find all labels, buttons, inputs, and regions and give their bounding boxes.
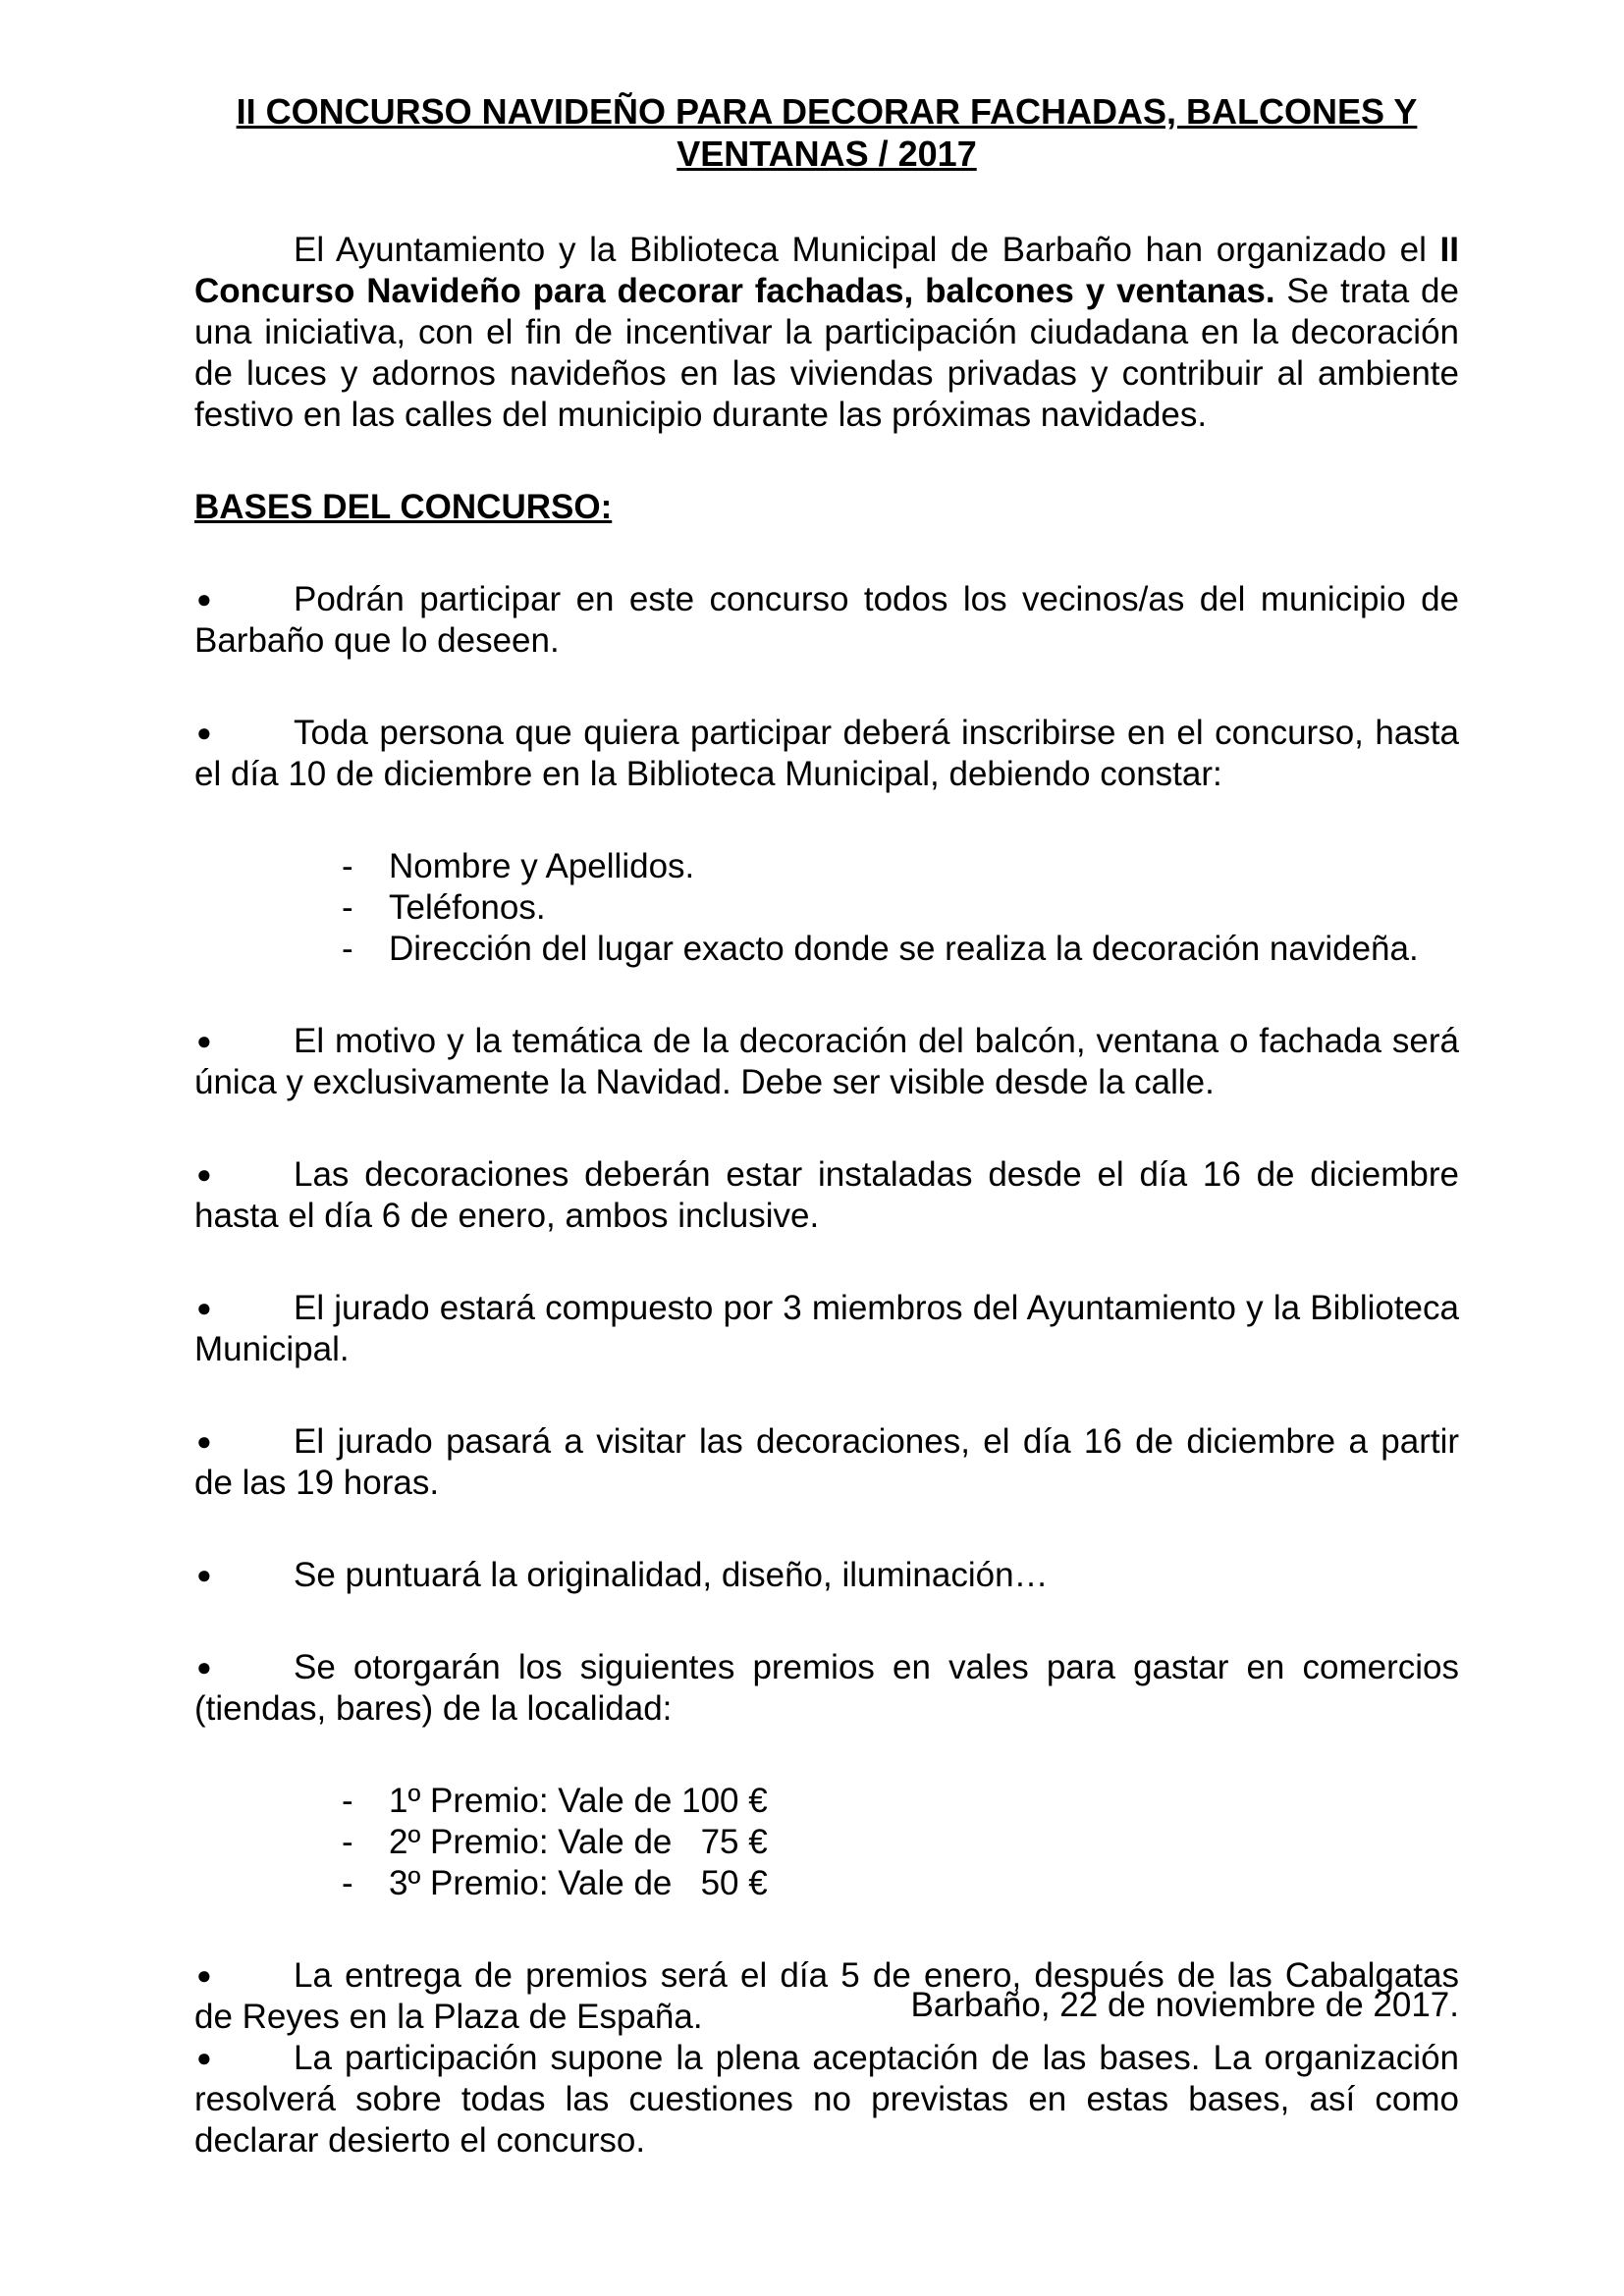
rule-text: Se otorgarán los siguientes premios en vales para gastar en comercios (tiendas, bares) de la localidad: xyxy=(194,1648,1459,1729)
bullet-icon: ● xyxy=(196,584,212,614)
bullet-icon: ● xyxy=(196,1560,212,1590)
rule-text: La participación supone la plena aceptación de las bases. La organización resolverá sobre todas las cuestiones no previstas en estas bases, así como declarar desierto el concurso. xyxy=(194,2039,1459,2161)
intro-text-end: Se trata de una iniciativa, con el fin de incentivar la participación ciudadana en la decoración de luces y adornos navideños en las viviendas privadas y contribuir al ambiente festivo en las calles del municipio durante las próximas navidades. xyxy=(194,272,1459,435)
dash-marker: - xyxy=(342,1782,353,1821)
rule-text: Toda persona que quiera participar deberá inscribirse en el concurso, hasta el día 10 de diciembre en la Biblioteca Municipal, debiendo constar: xyxy=(194,714,1459,794)
rule-text: Podrán participar en este concurso todos los vecinos/as del municipio de Barbaño que lo deseen. xyxy=(194,580,1459,661)
prizes-list xyxy=(194,1781,1459,1904)
intro-paragraph xyxy=(194,230,1459,436)
rule-item xyxy=(194,713,1459,970)
dash-marker: - xyxy=(342,888,353,928)
document-title: II CONCURSO NAVIDEÑO PARA DECORAR FACHADAS, BALCONES Y VENTANAS / 2017 xyxy=(236,91,1418,175)
rule-text: Se puntuará la originalidad, diseño, iluminación… xyxy=(294,1556,1049,1595)
rule-item xyxy=(194,1647,1459,1904)
rule-text: El jurado estará compuesto por 3 miembros del Ayuntamiento y la Biblioteca Municipal. xyxy=(194,1289,1459,1369)
bullet-icon: ● xyxy=(196,1293,212,1323)
bullet-icon: ● xyxy=(196,1960,212,1991)
sub-item: - Nombre y Apellidos. xyxy=(342,847,695,886)
prize-item: - 1º Premio: Vale de 100 € xyxy=(342,1782,768,1821)
required-data-list xyxy=(194,846,1459,970)
bullet-icon: ● xyxy=(196,1159,212,1190)
dash-marker: - xyxy=(342,930,353,969)
rules-list xyxy=(194,579,1459,2162)
bullet-icon: ● xyxy=(196,1652,212,1682)
dash-marker: - xyxy=(342,1864,353,1903)
bullet-icon: ● xyxy=(196,2043,212,2073)
rule-text: La entrega de premios será el día 5 de enero, después de las Cabalgatas de Reyes en la Plaza de España. xyxy=(194,1956,1459,2037)
date-signature: Barbaño, 22 de noviembre de 2017. xyxy=(910,1986,1459,2024)
rule-text: El motivo y la temática de la decoración del balcón, ventana o fachada será única y exclusivamente la Navidad. Debe ser visible desde la calle. xyxy=(194,1022,1459,1102)
rule-item xyxy=(194,1555,1459,1596)
bullet-icon: ● xyxy=(196,1026,212,1056)
prize-item: - 3º Premio: Vale de 50 € xyxy=(342,1864,768,1903)
dash-marker: - xyxy=(342,1823,353,1862)
bases-heading: BASES DEL CONCURSO: xyxy=(194,488,613,527)
bullet-icon: ● xyxy=(196,1426,212,1457)
intro-contest-name: II Concurso Navideño para decorar fachadas, balcones y ventanas. xyxy=(194,231,1459,311)
dash-marker: - xyxy=(342,847,353,886)
prize-item: - 2º Premio: Vale de 75 € xyxy=(342,1823,768,1862)
intro-text-start: El Ayuntamiento y la Biblioteca Municipal de Barbaño han organizado el xyxy=(294,231,1440,270)
rule-item xyxy=(194,1288,1459,1370)
sub-item: - Teléfonos. xyxy=(342,888,546,928)
sub-item: - Dirección del lugar exacto donde se realiza la decoración navideña. xyxy=(342,930,1419,969)
rule-item xyxy=(194,1154,1459,1237)
rule-item xyxy=(194,2038,1459,2162)
rule-text: Las decoraciones deberán estar instaladas desde el día 16 de diciembre hasta el día 6 de enero, ambos inclusive. xyxy=(194,1155,1459,1236)
rule-item xyxy=(194,1421,1459,1504)
bullet-icon: ● xyxy=(196,718,212,748)
rule-text: El jurado pasará a visitar las decoraciones, el día 16 de diciembre a partir de las 19 horas. xyxy=(194,1422,1459,1503)
rule-item xyxy=(194,579,1459,662)
document-page xyxy=(194,90,1459,2213)
rule-item xyxy=(194,1021,1459,1103)
